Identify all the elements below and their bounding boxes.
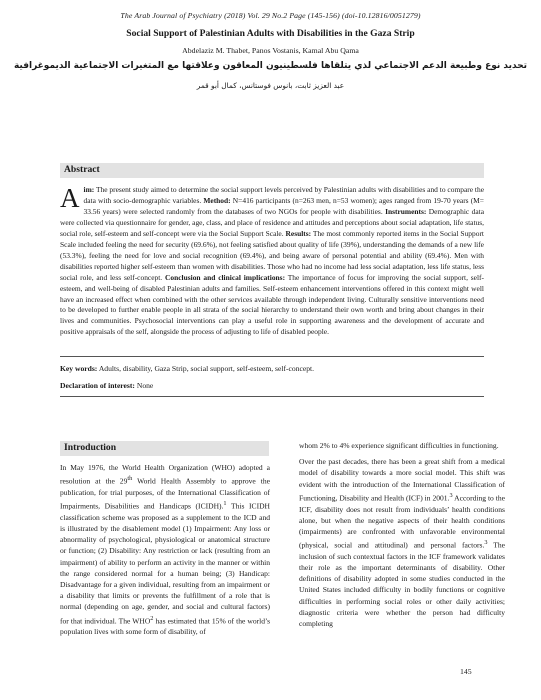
conclusion-text: The importance of focus for improving the social support, self-esteem, and well-being of disabled Palestinian adults and families. Self-esteem enhancement interventions offered in this context might well have an increased effect when combined with the other services available through independent living. Culturally sensitive interventions need to be developed to further enable people in all strata of the social hierarchy to understand their own worth and bring about changes in their lives and communities. Psychosocial interventions can play a useful role in supporting awareness and the development of accurate and positive appraisals of the self, alongside the process of adjusting to life of disabled people. [60, 272, 484, 337]
intro-text: Over the past decades, there has been a great shift from a medical model of disability towards a more social model. This shift was evident with the introduction of the International Classification of Functioning, Disability and Health (ICF) in 2001. [299, 457, 505, 503]
intro-text: In May 1976, the World Health Organization (WHO) adopted a resolution at the 29 [60, 463, 270, 486]
aim-label: im: [83, 185, 95, 194]
citation-ref: 3 [449, 491, 453, 499]
introduction-left-column [60, 462, 270, 638]
declaration-label: Declaration of interest: [60, 381, 135, 390]
intro-paragraph-2 [299, 456, 505, 629]
superscript: th [127, 475, 133, 483]
intro-paragraph-1 [60, 462, 270, 638]
instruments-label: Instruments: [385, 206, 427, 216]
author-list: Abdelaziz M. Thabet, Panos Vostanis, Kamal Abu Qama [182, 46, 359, 55]
page-number: 145 [460, 667, 472, 676]
article-title: Social Support of Palestinian Adults with Disabilities in the Gaza Strip [126, 28, 415, 39]
aim-text: The present study aimed to determine the social support levels perceived by Palestinian adults with disabilities and to compare the data with socio-demographic variables. [83, 185, 484, 205]
intro-text: has estimated that 15% of the world’s population lives with some form of disability, of [60, 616, 271, 637]
results-label: Results: [285, 228, 312, 238]
journal-citation: The Arab Journal of Psychiatry (2018) Vol. 29 No.2 Page (145-156) (doi-10.12816/0051279) [120, 11, 421, 20]
declaration-of-interest [60, 381, 484, 390]
intro-text: The inclusion of such contextual factors in the ICF framework validates their role as the important determinants of disability. Other definitions of disability adopted in some studies conducted in the United States included difficulty in bodily functions or cognitive difficulties in performing social roles or other daily activities; diagnostic criteria were whether the person had difficulty completing [299, 540, 505, 629]
abstract-dropcap: A [60, 183, 80, 213]
divider-bottom [60, 396, 484, 397]
citation-ref: 2 [150, 614, 154, 622]
divider-top [60, 356, 484, 357]
method-text: N=416 participants (n=263 men, n=53 women); ages ranged from 19-70 years (M= 33.56 years) were selected randomly from the databases of two NGOs for people with disabilities. [83, 195, 484, 216]
intro-text: This ICIDH classification scheme was proposed as a supplement to the ICD and is illustrated by the disablement model (1) Impairment: Any loss or abnormality of psychological, physiological or anatomical structure or function; (2) Disability: Any restriction or lack (resulting from an impairment) of ability to perform an activity in the manner or within the range considered normal for a human being; (3) Handicap: Disadvantage for a given individual, resulting from an impairment or a disability that limits or prevents the fulfillment of a role that is normal (depending on age, gender, and social and cultural factors) for that individual. The WHO [60, 501, 270, 626]
declaration-text: None [134, 381, 154, 390]
abstract-heading: Abstract [60, 163, 484, 178]
citation-ref: 1 [223, 500, 227, 508]
intro-text: World Health Assembly to approve the publication, for trial purposes, of the International Classification of Impairments, Disabilities and Handicaps (ICIDH). [60, 476, 270, 511]
method-label: Method: [203, 195, 231, 205]
citation-ref: 3 [484, 539, 488, 547]
introduction-right-column [299, 440, 505, 629]
results-text: The most commonly reported items in the Social Support Scale included feeling the need for security (69.6%), not feeling satisfied about quality of life (39%), understanding the demands of a new life (53.3%), feeling the need for love and social recognition (69.4%), and being aware of personal potential and ability (69.4%). Men with disabilities reported higher self-esteem than women with disabilities. Those who had no income had less social adaptation, less life status, less social role, and less self-concept. [60, 228, 484, 282]
keywords-label: Key words: [60, 364, 98, 373]
arabic-author-list: عبد العزيز ثابت، بانوس فوستانس، كمال أبو قمر [196, 81, 345, 90]
instruments-text: Demographic data were collected via questionnaire for gender, age, class, and place of residence and attitudes and perceptions about social adaptation, life status, social role, self-esteem and self-concept were via the Social Support Scale. [60, 206, 484, 238]
intro-text: According to the ICF, disability does not result from individuals’ health conditions alone, but when the negative aspects of their health conditions (impairments) are confronted with unfavorable environmental (physical, social and attitudinal) and personal factors. [299, 493, 506, 550]
conclusion-label: Conclusion and clinical implications: [165, 272, 286, 282]
keywords-text: Adults, disability, Gaza Strip, social support, self-esteem, self-concept. [97, 364, 315, 373]
arabic-title: تحديد نوع وطبيعة الدعم الاجتماعي لذي يتلقاها فلسطينيون المعاقون وعلاقتها مع المتغيرات الاجتماعية الديموغرافية [13, 61, 528, 71]
introduction-heading: Introduction [60, 441, 269, 456]
keywords [60, 364, 484, 373]
intro-paragraph-continued: whom 2% to 4% experience significant difficulties in functioning. [299, 441, 499, 450]
abstract-body [60, 185, 484, 338]
